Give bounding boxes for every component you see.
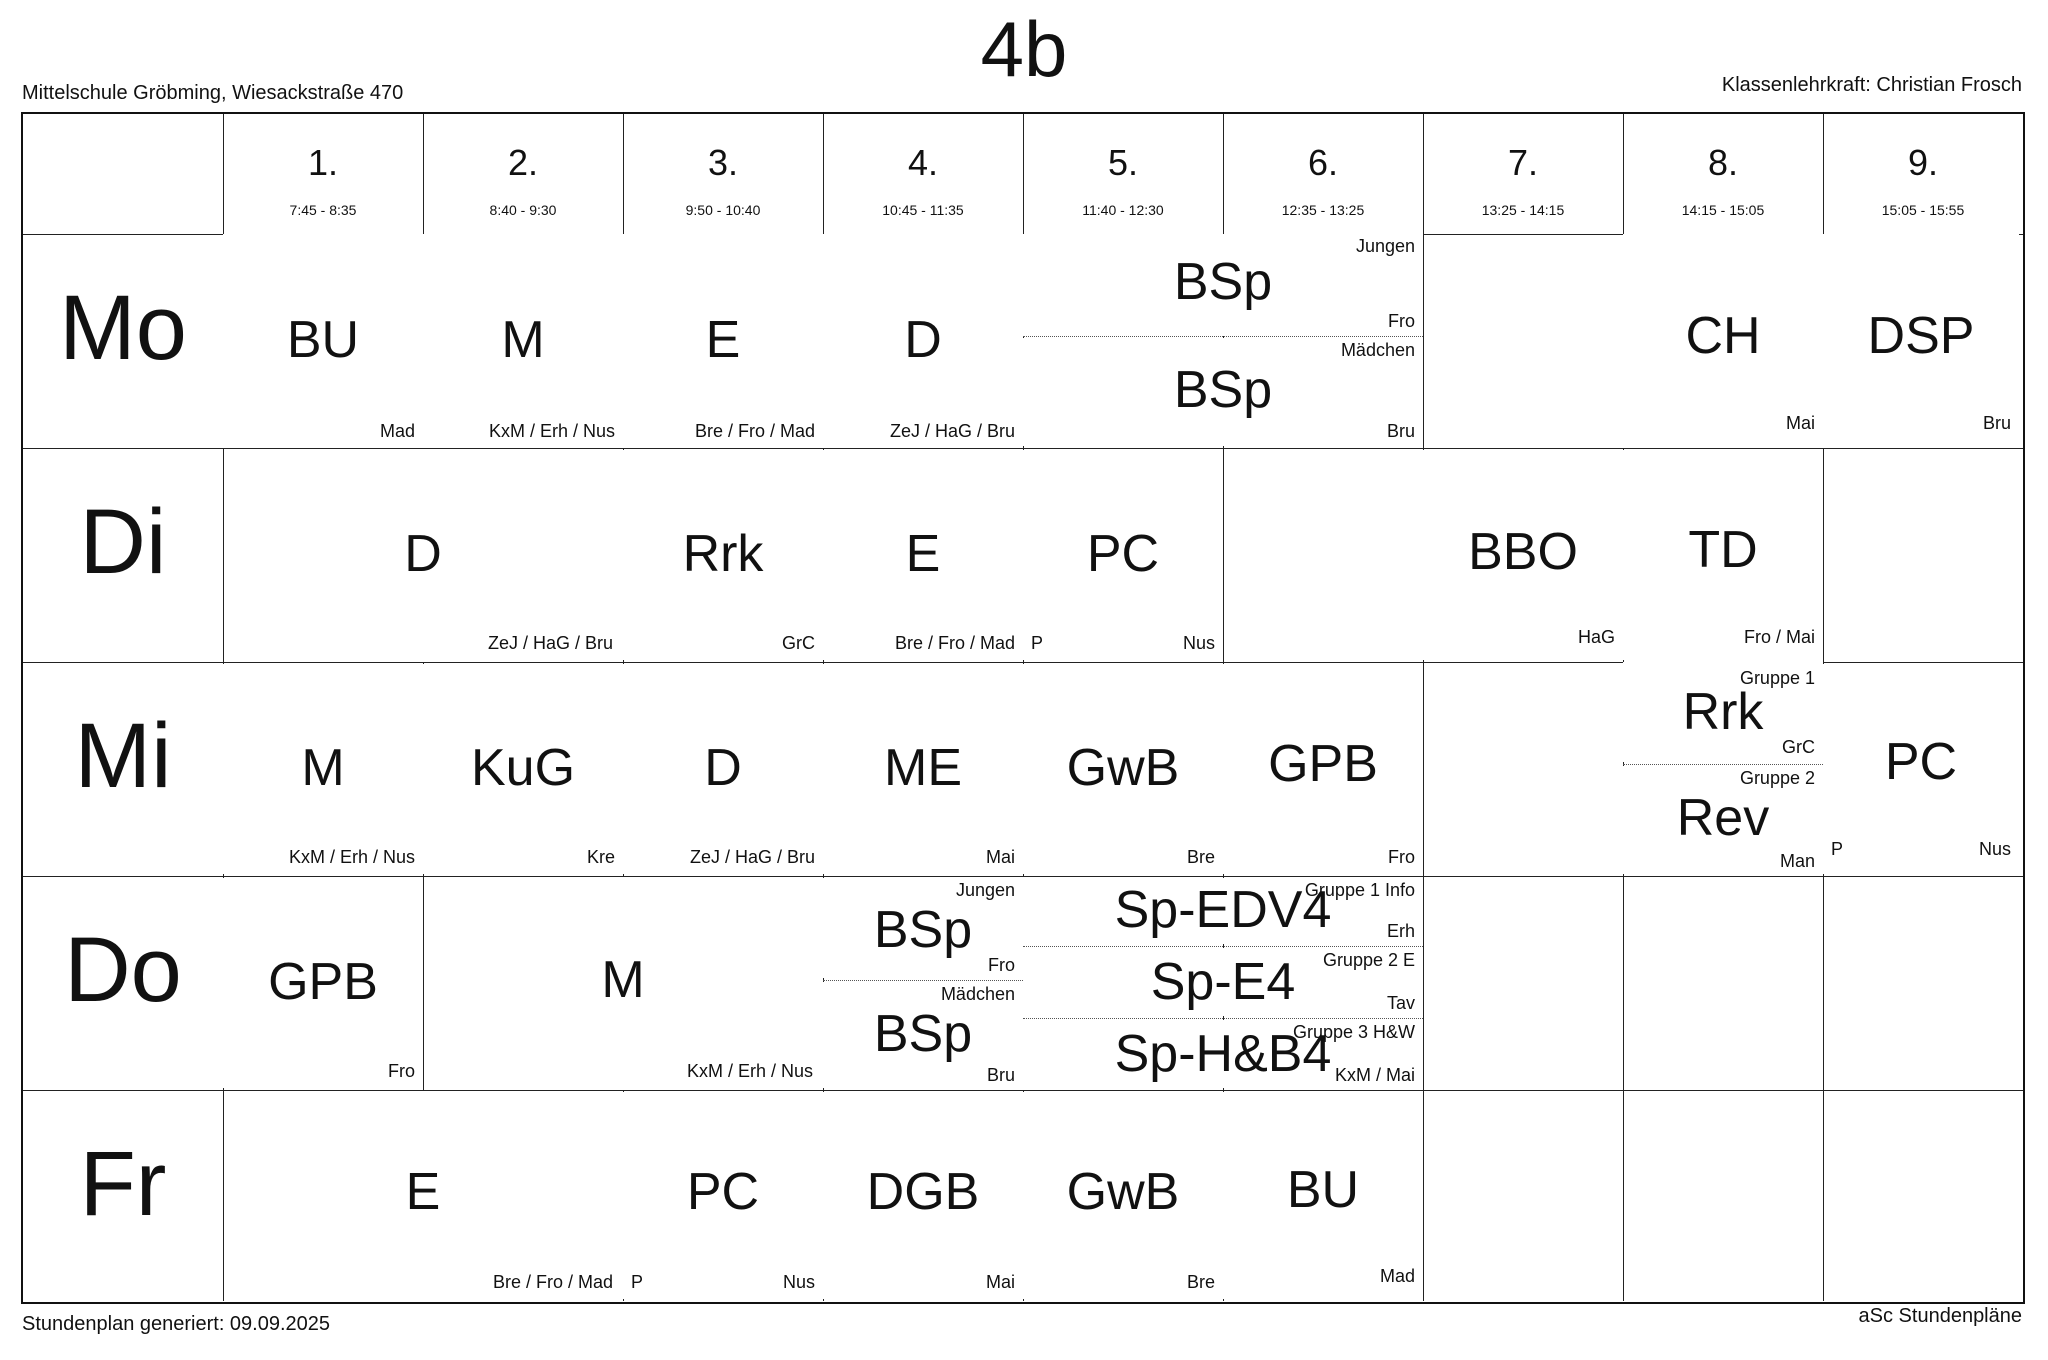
period-number: 9. (1907, 142, 1939, 183)
lesson-room: P (1031, 633, 1044, 653)
lesson-teacher: Tav (1386, 993, 1415, 1013)
lesson-cell (1023, 878, 1423, 944)
lesson-group: Gruppe 1 Info (1304, 880, 1415, 900)
lesson-subject: Rrk (1682, 683, 1764, 741)
lesson-subject: GwB (1066, 739, 1180, 797)
lesson-teacher: Bre (1186, 1272, 1215, 1292)
lesson-cell (823, 234, 1023, 448)
lesson-teacher: GrC (782, 633, 815, 653)
lesson-subject: BSp (1173, 253, 1273, 311)
lesson-cell (1823, 234, 2019, 448)
lesson-cell (823, 982, 1023, 1088)
lesson-subject: Rrk (682, 525, 764, 583)
period-number: 4. (907, 142, 939, 183)
lesson-subject: PC (686, 1163, 760, 1221)
lesson-cell (1623, 234, 1823, 448)
lesson-teacher: Fro (1388, 311, 1415, 331)
lesson-subject: E (405, 1163, 441, 1221)
lesson-cell (623, 450, 823, 660)
lesson-subject: Sp-EDV4 (1114, 881, 1332, 939)
lesson-cell (1023, 664, 1223, 874)
timetable-grid (21, 112, 2025, 1304)
class-title: 4b (980, 5, 1068, 93)
period-time: 14:15 - 15:05 (1681, 202, 1765, 218)
lesson-group: Gruppe 3 H&W (1292, 1022, 1415, 1042)
lesson-teacher: Mai (1785, 413, 1815, 433)
lesson-teacher: KxM / Erh / Nus (488, 421, 615, 441)
lesson-room: P (631, 1272, 644, 1292)
lesson-cell (425, 878, 821, 1088)
lesson-cell (1023, 1020, 1423, 1088)
lesson-teacher: Fro / Mai (1743, 627, 1815, 647)
lesson-subject: E (705, 311, 741, 369)
period-number: 6. (1307, 142, 1339, 183)
lesson-cell (823, 1092, 1023, 1299)
lesson-subject: D (904, 311, 942, 369)
period-number: 1. (307, 142, 339, 183)
lesson-subject: Sp-H&B4 (1114, 1025, 1332, 1083)
lesson-teacher: Nus (1182, 633, 1215, 653)
period-number: 3. (707, 142, 739, 183)
lesson-cell (1223, 664, 1423, 874)
day-label: Di (79, 491, 167, 593)
lesson-subject: BSp (1173, 361, 1273, 419)
period-time: 8:40 - 9:30 (489, 202, 557, 218)
lesson-teacher: Kre (586, 847, 615, 867)
lesson-cell (423, 664, 623, 874)
lesson-teacher: Fro (988, 955, 1015, 975)
lesson-teacher: Fro (388, 1061, 415, 1081)
lesson-subject: BU (1286, 1161, 1360, 1219)
lesson-teacher: Bre / Fro / Mad (492, 1272, 613, 1292)
lesson-teacher: Mai (985, 1272, 1015, 1292)
lesson-subject: KuG (470, 739, 576, 797)
lesson-group: Jungen (955, 880, 1015, 900)
lesson-teacher: GrC (1782, 737, 1815, 757)
lesson-cell (223, 664, 423, 874)
lesson-teacher: Bre / Fro / Mad (694, 421, 815, 441)
school-name: Mittelschule Gröbming, Wiesackstraße 470 (22, 82, 404, 104)
lesson-subject: BBO (1468, 523, 1578, 581)
lesson-teacher: Mad (1379, 1266, 1415, 1286)
lesson-subject: GPB (1268, 735, 1378, 793)
lesson-teacher: Bru (1386, 421, 1415, 441)
lesson-cell (1023, 450, 1223, 660)
day-label: Fr (79, 1133, 167, 1235)
period-time: 15:05 - 15:55 (1881, 202, 1965, 218)
lesson-teacher: Man (1779, 851, 1815, 871)
lesson-cell (623, 664, 823, 874)
lesson-subject: M (301, 739, 345, 797)
day-label: Do (64, 919, 182, 1021)
lesson-group: Gruppe 2 (1739, 768, 1815, 788)
lesson-cell (223, 234, 423, 448)
lesson-group: Mädchen (940, 984, 1015, 1004)
period-time: 11:40 - 12:30 (1082, 202, 1164, 218)
lesson-subject: BSp (873, 901, 973, 959)
lesson-teacher: KxM / Mai (1334, 1065, 1415, 1085)
lesson-subject: ME (884, 739, 962, 797)
lesson-teacher: KxM / Erh / Nus (288, 847, 415, 867)
lesson-cell (223, 878, 423, 1088)
software-credit: aSc Stundenpläne (1858, 1305, 2022, 1327)
lesson-teacher: Mad (379, 421, 415, 441)
lesson-subject: BU (286, 311, 360, 369)
lesson-subject: GPB (268, 953, 378, 1011)
lesson-cell (1823, 664, 2019, 874)
lesson-teacher: ZeJ / HaG / Bru (889, 421, 1015, 441)
lesson-cell (1623, 450, 1823, 660)
lesson-teacher: ZeJ / HaG / Bru (689, 847, 815, 867)
lesson-group: Jungen (1355, 236, 1415, 256)
lesson-subject: CH (1685, 307, 1761, 365)
lesson-room: P (1831, 839, 1844, 859)
lesson-cell (1023, 338, 1423, 446)
period-number: 8. (1707, 142, 1739, 183)
lesson-cell (1623, 662, 1823, 762)
lesson-subject: GwB (1066, 1163, 1180, 1221)
lesson-cell (1023, 234, 1423, 336)
lesson-teacher: Nus (782, 1272, 815, 1292)
lesson-teacher: Erh (1386, 921, 1415, 941)
period-time: 9:50 - 10:40 (685, 202, 761, 218)
lesson-cell (823, 450, 1023, 660)
generated-date: Stundenplan generiert: 09.09.2025 (22, 1313, 331, 1335)
lesson-subject: DGB (866, 1163, 980, 1221)
lesson-group: Mädchen (1340, 340, 1415, 360)
period-time: 7:45 - 8:35 (289, 202, 357, 218)
lesson-cell (225, 1092, 621, 1299)
day-label: Mo (59, 277, 187, 379)
lesson-subject: PC (1086, 525, 1160, 583)
period-time: 12:35 - 13:25 (1281, 202, 1365, 218)
lesson-subject: DSP (1867, 307, 1975, 365)
lesson-cell (623, 1092, 823, 1299)
lesson-teacher: Fro (1388, 847, 1415, 867)
lesson-cell (1423, 450, 1623, 660)
lesson-group: Gruppe 2 E (1322, 950, 1415, 970)
lesson-teacher: Bre (1186, 847, 1215, 867)
period-time: 10:45 - 11:35 (882, 202, 964, 218)
period-number: 5. (1107, 142, 1139, 183)
lesson-teacher: Bru (1982, 413, 2011, 433)
lesson-teacher: KxM / Erh / Nus (686, 1061, 813, 1081)
lesson-subject: M (501, 311, 545, 369)
lesson-subject: Sp-E4 (1150, 953, 1296, 1011)
lesson-teacher: Nus (1978, 839, 2011, 859)
lesson-subject: BSp (873, 1005, 973, 1063)
lesson-cell (823, 664, 1023, 874)
lesson-cell (623, 234, 823, 448)
lesson-cell (1623, 766, 1823, 874)
lesson-subject: E (905, 525, 941, 583)
class-teacher: Klassenlehrkraft: Christian Frosch (1721, 74, 2022, 96)
lesson-subject: M (601, 951, 645, 1009)
lesson-teacher: ZeJ / HaG / Bru (487, 633, 613, 653)
lesson-subject: TD (1688, 521, 1758, 579)
lesson-teacher: Bru (986, 1065, 1015, 1085)
lesson-cell (823, 878, 1023, 978)
lesson-cell (225, 450, 621, 660)
lesson-teacher: HaG (1577, 627, 1615, 647)
lesson-subject: PC (1884, 733, 1958, 791)
day-label: Mi (74, 705, 172, 807)
lesson-subject: D (404, 525, 442, 583)
period-time: 13:25 - 14:15 (1481, 202, 1565, 218)
lesson-cell (1023, 1092, 1223, 1299)
period-number: 7. (1507, 142, 1539, 183)
lesson-teacher: Bre / Fro / Mad (894, 633, 1015, 653)
lesson-group: Gruppe 1 (1739, 668, 1815, 688)
lesson-teacher: Mai (985, 847, 1015, 867)
lesson-subject: Rev (1676, 789, 1770, 847)
lesson-cell (1023, 948, 1423, 1016)
lesson-subject: D (704, 739, 742, 797)
lesson-cell (1223, 1092, 1423, 1299)
period-number: 2. (507, 142, 539, 183)
lesson-cell (423, 234, 623, 448)
